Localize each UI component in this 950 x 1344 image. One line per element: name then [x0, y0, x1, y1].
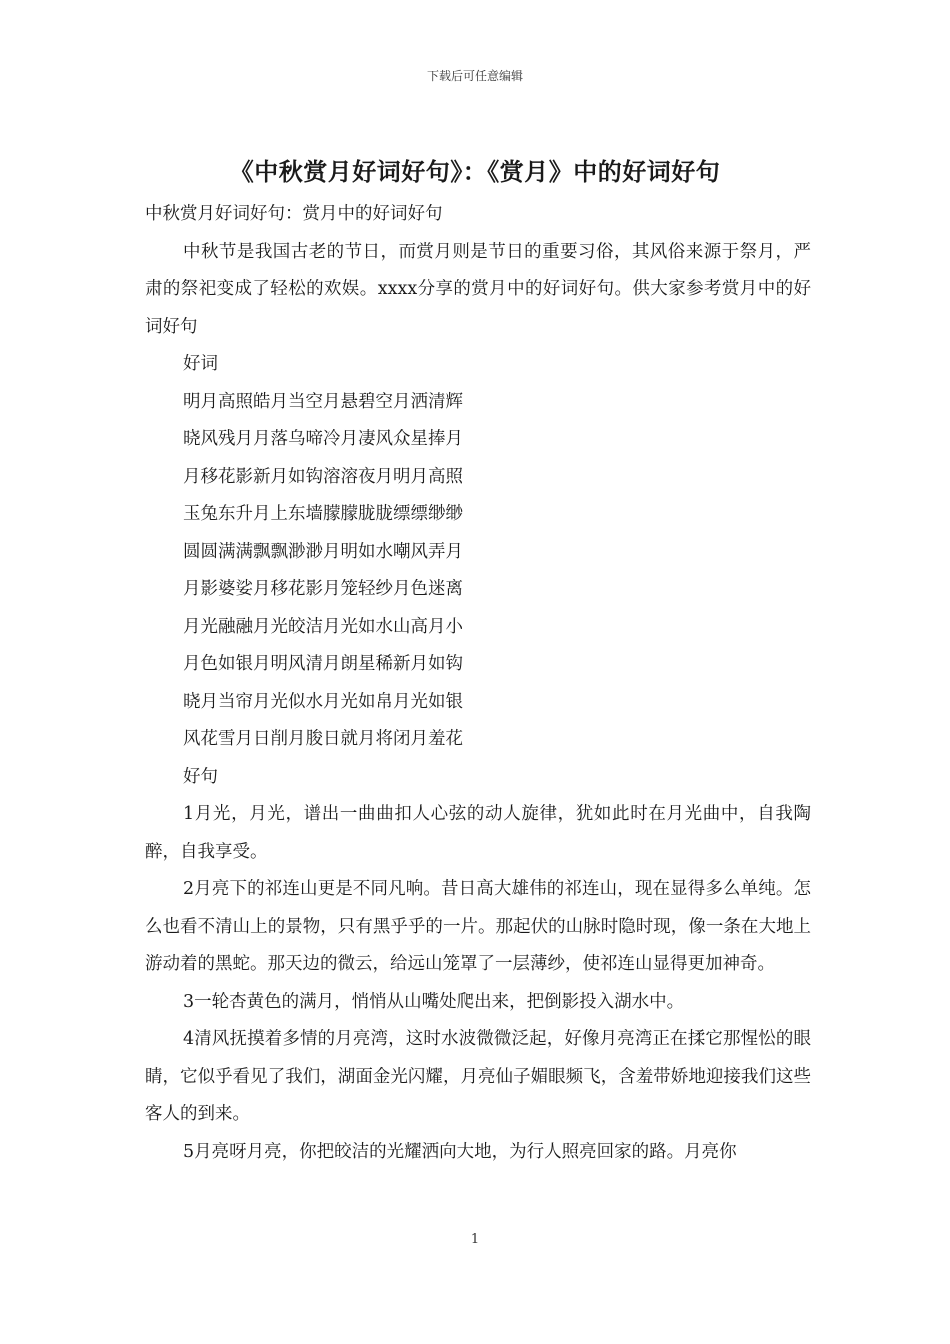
- words-heading: 好词: [183, 354, 218, 374]
- sentence-paragraph: 1月光，月光，谱出一曲曲扣人心弦的动人旋律，犹如此时在月光曲中，自我陶醉，自我享受。: [145, 804, 811, 862]
- page-number: 1: [470, 1232, 480, 1247]
- subtitle: 中秋赏月好词好句：赏月中的好词好句: [145, 204, 443, 224]
- document-title: 《中秋赏月好词好句》：《赏月》中的好词好句: [229, 157, 721, 186]
- sentence-paragraph: 4清风抚摸着多情的月亮湾，这时水波微微泛起，好像月亮湾正在揉它那惺忪的眼睛，它似乎看见了我们，湖面金光闪耀，月亮仙子媚眼频飞，含羞带娇地迎接我们这些客人的到来。: [145, 1029, 811, 1124]
- sentence-paragraph: 3一轮杏黄色的满月，悄悄从山嘴处爬出来，把倒影投入湖水中。: [183, 991, 685, 1012]
- word-line: 晓月当帘月光似水月光如帛月光如银: [183, 691, 463, 712]
- sentence-paragraph: 2月亮下的祁连山更是不同凡响。昔日高大雄伟的祁连山，现在显得多么单纯。怎么也看不清山上的景物，只有黑乎乎的一片。那起伏的山脉时隐时现，像一条在大地上游动着的黑蛇。那天边的微云，给远山笼罩了一层薄纱，使祁连山显得更加神奇。: [145, 879, 811, 974]
- sentences-heading: 好句: [183, 766, 218, 787]
- word-line: 玉兔东升月上东墙朦朦胧胧缥缥缈缈: [183, 504, 463, 524]
- sentence-paragraph: 5月亮呀月亮，你把皎洁的光耀洒向大地，为行人照亮回家的路。月亮你: [183, 1141, 737, 1162]
- word-line: 月色如银月明风清月朗星稀新月如钩: [183, 654, 463, 674]
- word-line: 月移花影新月如钩溶溶夜月明月高照: [183, 466, 463, 487]
- word-line: 圆圆满满飘飘渺渺月明如水嘲风弄月: [183, 541, 463, 562]
- word-line: 明月高照皓月当空月悬碧空月洒清辉: [183, 391, 463, 412]
- intro-paragraph: 中秋节是我国古老的节日，而赏月则是节日的重要习俗，其风俗来源于祭月，严肃的祭祀变成了轻松的欢娱。xxxx分享的赏月中的好词好句。供大家参考赏月中的好词好句: [145, 241, 811, 337]
- word-line: 月光融融月光皎洁月光如水山高月小: [183, 616, 463, 637]
- word-line: 晓风残月月落乌啼冷月凄风众星捧月: [183, 429, 463, 449]
- header-note: 下载后可任意编辑: [426, 69, 523, 83]
- word-line: 月影婆娑月移花影月笼轻纱月色迷离: [183, 579, 463, 599]
- word-line: 风花雪月日削月朘日就月将闭月羞花: [183, 729, 463, 749]
- document-body: [145, 196, 811, 1171]
